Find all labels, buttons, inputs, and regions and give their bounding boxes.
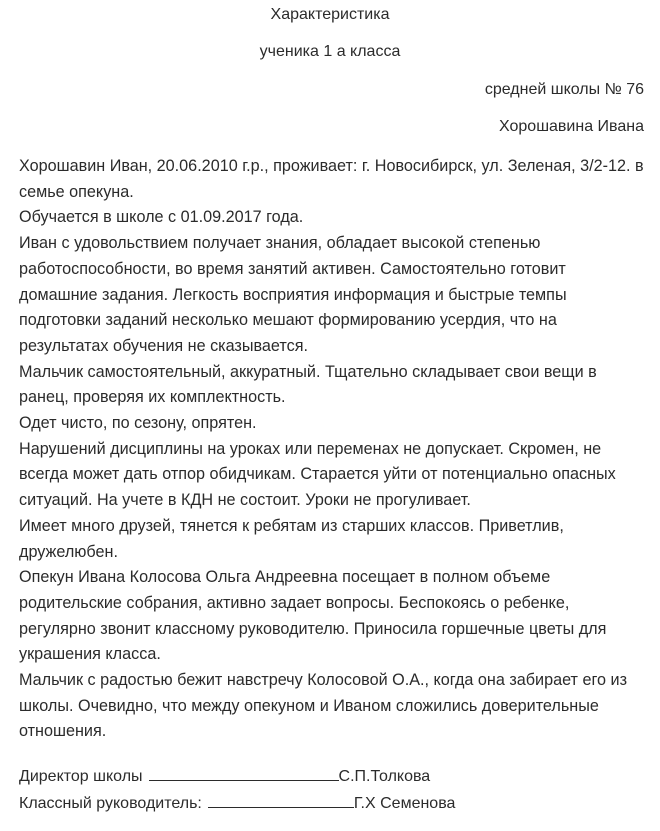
document-subtitle: ученика 1 а класса <box>259 43 401 60</box>
teacher-name: Г.Х Семенова <box>353 795 456 812</box>
director-signature-row <box>19 766 430 786</box>
school-name: средней школы № 76 <box>484 81 644 98</box>
paragraph: Мальчик самостоятельный, аккуратный. Тщательно складывает свои вещи в ранец, проверяя их комплектность. <box>19 362 597 407</box>
director-label: Директор школы <box>19 768 143 785</box>
signature-line <box>149 766 339 781</box>
paragraph: Нарушений дисциплины на уроках или переменах не допускает. Скромен, не всегда может дать отпор обидчикам. Старается уйти от потенциально опасных ситуаций. На учете в КДН не состоит. Уроки не прогуливает. <box>19 439 616 510</box>
document-body <box>19 154 647 745</box>
paragraph: Иван с удовольствием получает знания, обладает высокой степенью работоспособности, во время занятий активен. Самостоятельно готовит домашние задания. Легкость восприятия информация и быстрые темпы подготовки заданий несколько мешают формированию усердия, что на результатах обучения не сказывается. <box>19 234 567 355</box>
student-name: Хорошавина Ивана <box>499 118 644 135</box>
paragraph: Мальчик с радостью бежит навстречу Колосовой О.А., когда она забирает его из школы. Очевидно, что между опекуном и Иваном сложились доверительные отношения. <box>19 671 627 741</box>
document-title: Характеристика <box>270 6 390 23</box>
paragraph: Имеет много друзей, тянется к ребятам из старших классов. Приветлив, дружелюбен. <box>19 516 564 561</box>
paragraph: Одет чисто, по сезону, опрятен. <box>19 414 257 433</box>
signature-line <box>208 793 354 808</box>
paragraph: Обучается в школе с 01.09.2017 года. <box>19 208 304 227</box>
teacher-label: Классный руководитель: <box>19 795 202 812</box>
director-name: С.П.Толкова <box>338 768 431 785</box>
paragraph: Хорошавин Иван, 20.06.2010 г.р., проживает: г. Новосибирск, ул. Зеленая, 3/2-12. в семье опекуна. <box>19 157 644 201</box>
paragraph: Опекун Ивана Колосова Ольга Андреевна посещает в полном объеме родительские собрания, активно задает вопросы. Беспокоясь о ребенке, регулярно звонит классному руководителю. Приносила горшечные цветы для украшения класса. <box>19 568 607 664</box>
teacher-signature-row <box>19 793 455 813</box>
